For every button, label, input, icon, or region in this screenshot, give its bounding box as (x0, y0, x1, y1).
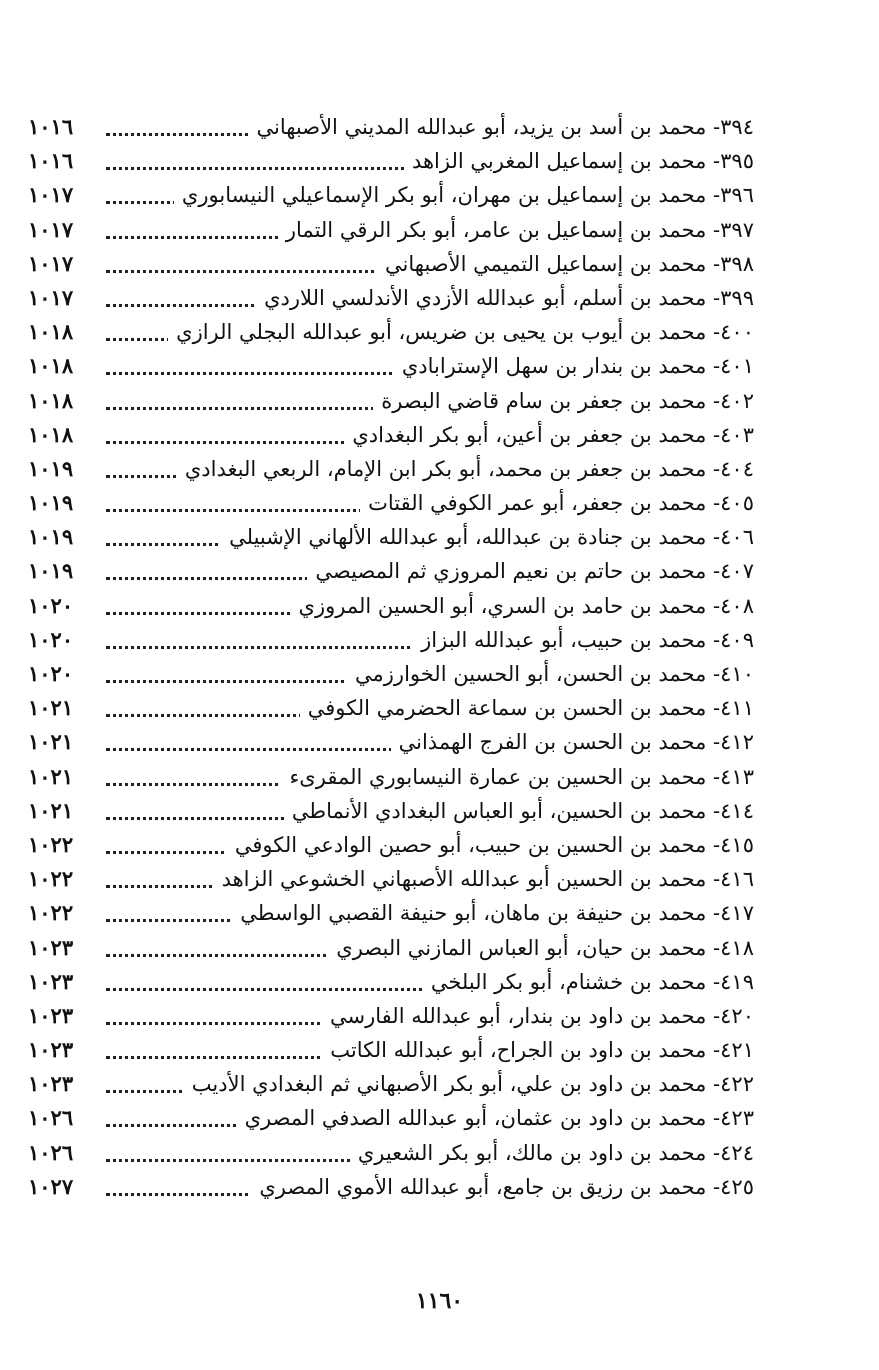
entry-title: ٤٠٨- محمد بن حامد بن السري، أبو الحسين المروزي (291, 591, 754, 621)
toc-entry (28, 418, 754, 452)
entry-page-number: ١٠٢٠ (28, 591, 79, 621)
entry-page-number: ١٠٢١ (28, 727, 79, 757)
toc-entry (28, 862, 754, 896)
toc-entry (28, 999, 754, 1033)
toc-entry (28, 725, 754, 759)
entry-page-number: ١٠٢٧ (28, 1172, 79, 1202)
toc-entry (28, 965, 754, 999)
toc-entry (28, 589, 754, 623)
entry-page-number: ١٠١٩ (28, 488, 79, 518)
entry-page-number: ١٠٢٦ (28, 1138, 79, 1168)
toc-entry (28, 554, 754, 588)
entry-title: ٣٩٥- محمد بن إسماعيل المغربي الزاهد (404, 146, 754, 176)
entry-title: ٤٢٢- محمد بن داود بن علي، أبو بكر الأصبهاني ثم البغدادي الأديب (184, 1069, 754, 1099)
entry-page-number: ١٠٢٣ (28, 967, 79, 997)
entry-page-number: ١٠٢٢ (28, 864, 79, 894)
toc-entry (28, 144, 754, 178)
entry-page-number: ١٠٢٣ (28, 1001, 79, 1031)
toc-entry (28, 110, 754, 144)
entry-title: ٣٩٤- محمد بن أسد بن يزيد، أبو عبدالله المديني الأصبهاني (248, 112, 754, 142)
entry-page-number: ١٠٢٣ (28, 1069, 79, 1099)
toc-entry (28, 315, 754, 349)
entry-page-number: ١٠٢٣ (28, 1035, 79, 1065)
entry-title: ٤١٦- محمد بن الحسين أبو عبدالله الأصبهاني الخشوعي الزاهد (214, 864, 754, 894)
entry-title: ٤٢٥- محمد بن رزيق بن جامع، أبو عبدالله الأموي المصري (251, 1172, 754, 1202)
entry-title: ٤١٥- محمد بن الحسين بن حبيب، أبو حصين الوادعي الكوفي (227, 830, 754, 860)
entry-page-number: ١٠٢١ (28, 762, 79, 792)
entry-title: ٣٩٧- محمد بن إسماعيل بن عامر، أبو بكر الرقي التمار (278, 215, 754, 245)
entry-page-number: ١٠٢٠ (28, 659, 79, 689)
entry-page-number: ١٠١٨ (28, 420, 79, 450)
entry-title: ٣٩٦- محمد بن إسماعيل بن مهران، أبو بكر الإسماعيلي النيسابوري (174, 180, 754, 210)
toc-entry (28, 384, 754, 418)
entry-page-number: ١٠١٦ (28, 146, 79, 176)
entry-page-number: ١٠٢٢ (28, 898, 79, 928)
entry-title: ٣٩٩- محمد بن أسلم، أبو عبدالله الأزدي الأندلسي اللاردي (256, 283, 754, 313)
entry-page-number: ١٠٢٢ (28, 830, 79, 860)
toc-entry (28, 1136, 754, 1170)
entry-page-number: ١٠١٩ (28, 522, 79, 552)
entry-title: ٤١٩- محمد بن خشنام، أبو بكر البلخي (423, 967, 754, 997)
entry-page-number: ١٠١٧ (28, 249, 79, 279)
toc-entry (28, 1170, 754, 1204)
entry-page-number: ١٠١٨ (28, 351, 79, 381)
entry-page-number: ١٠٢٣ (28, 933, 79, 963)
entry-title: ٤٢٤- محمد بن داود بن مالك، أبو بكر الشعيري (350, 1138, 754, 1168)
toc-entry (28, 691, 754, 725)
toc-entry (28, 452, 754, 486)
toc-entry (28, 349, 754, 383)
entry-title: ٤٢١- محمد بن داود بن الجراح، أبو عبدالله الكاتب (322, 1035, 754, 1065)
toc-entry (28, 213, 754, 247)
entry-title: ٤١٣- محمد بن الحسين بن عمارة النيسابوري المقرىء (281, 762, 754, 792)
entry-title: ٤٠١- محمد بن بندار بن سهل الإسترابادي (394, 351, 754, 381)
toc-entry (28, 828, 754, 862)
entry-title: ٤٠٣- محمد بن جعفر بن أعين، أبو بكر البغدادي (344, 420, 754, 450)
toc-entry (28, 1067, 754, 1101)
toc-entry (28, 247, 754, 281)
toc-entry (28, 623, 754, 657)
toc-entry (28, 178, 754, 212)
entry-page-number: ١٠١٩ (28, 556, 79, 586)
entry-page-number: ١٠٢٠ (28, 625, 79, 655)
toc-entry (28, 760, 754, 794)
toc-entry (28, 896, 754, 930)
page-number-footer: ١١٦٠ (415, 1288, 464, 1314)
toc-entry (28, 520, 754, 554)
table-of-contents (28, 110, 754, 1204)
entry-page-number: ١٠١٦ (28, 112, 79, 142)
entry-page-number: ١٠١٨ (28, 317, 79, 347)
entry-page-number: ١٠١٧ (28, 180, 79, 210)
entry-title: ٤١١- محمد بن الحسن بن سماعة الحضرمي الكوفي (300, 693, 754, 723)
entry-title: ٤٠٧- محمد بن حاتم بن نعيم المروزي ثم المصيصي (307, 556, 754, 586)
toc-entry (28, 794, 754, 828)
entry-page-number: ١٠١٧ (28, 283, 79, 313)
entry-title: ٤١٢- محمد بن الحسن بن الفرج الهمذاني (391, 727, 754, 757)
entry-title: ٤١٠- محمد بن الحسن، أبو الحسين الخوارزمي (347, 659, 754, 689)
entry-title: ٤٠٤- محمد بن جعفر بن محمد، أبو بكر ابن الإمام، الربعي البغدادي (177, 454, 754, 484)
toc-entry (28, 1033, 754, 1067)
entry-title: ٣٩٨- محمد بن إسماعيل التميمي الأصبهاني (377, 249, 754, 279)
toc-entry (28, 931, 754, 965)
entry-title: ٤٢٣- محمد بن داود بن عثمان، أبو عبدالله الصدفي المصري (237, 1103, 754, 1133)
toc-entry (28, 1101, 754, 1135)
entry-title: ٤١٧- محمد بن حنيفة بن ماهان، أبو حنيفة القصبي الواسطي (232, 898, 754, 928)
toc-entry (28, 486, 754, 520)
entry-title: ٤٢٠- محمد بن داود بن بندار، أبو عبدالله الفارسي (322, 1001, 754, 1031)
entry-title: ٤١٨- محمد بن حيان، أبو العباس المازني البصري (328, 933, 754, 963)
entry-page-number: ١٠١٩ (28, 454, 79, 484)
toc-entry (28, 657, 754, 691)
toc-entry (28, 281, 754, 315)
entry-title: ٤٠٩- محمد بن حبيب، أبو عبدالله البزاز (413, 625, 754, 655)
entry-title: ٤٠٦- محمد بن جنادة بن عبدالله، أبو عبدالله الألهاني الإشبيلي (221, 522, 754, 552)
entry-page-number: ١٠٢١ (28, 693, 79, 723)
entry-title: ٤٠٢- محمد بن جعفر بن سام قاضي البصرة (373, 386, 754, 416)
entry-title: ٤١٤- محمد بن الحسين، أبو العباس البغدادي الأنماطي (284, 796, 754, 826)
entry-title: ٤٠٥- محمد بن جعفر، أبو عمر الكوفي القتات (360, 488, 754, 518)
entry-page-number: ١٠٢٦ (28, 1103, 79, 1133)
entry-page-number: ١٠١٧ (28, 215, 79, 245)
entry-page-number: ١٠٢١ (28, 796, 79, 826)
entry-page-number: ١٠١٨ (28, 386, 79, 416)
entry-title: ٤٠٠- محمد بن أيوب بن يحيى بن ضريس، أبو عبدالله البجلي الرازي (168, 317, 754, 347)
